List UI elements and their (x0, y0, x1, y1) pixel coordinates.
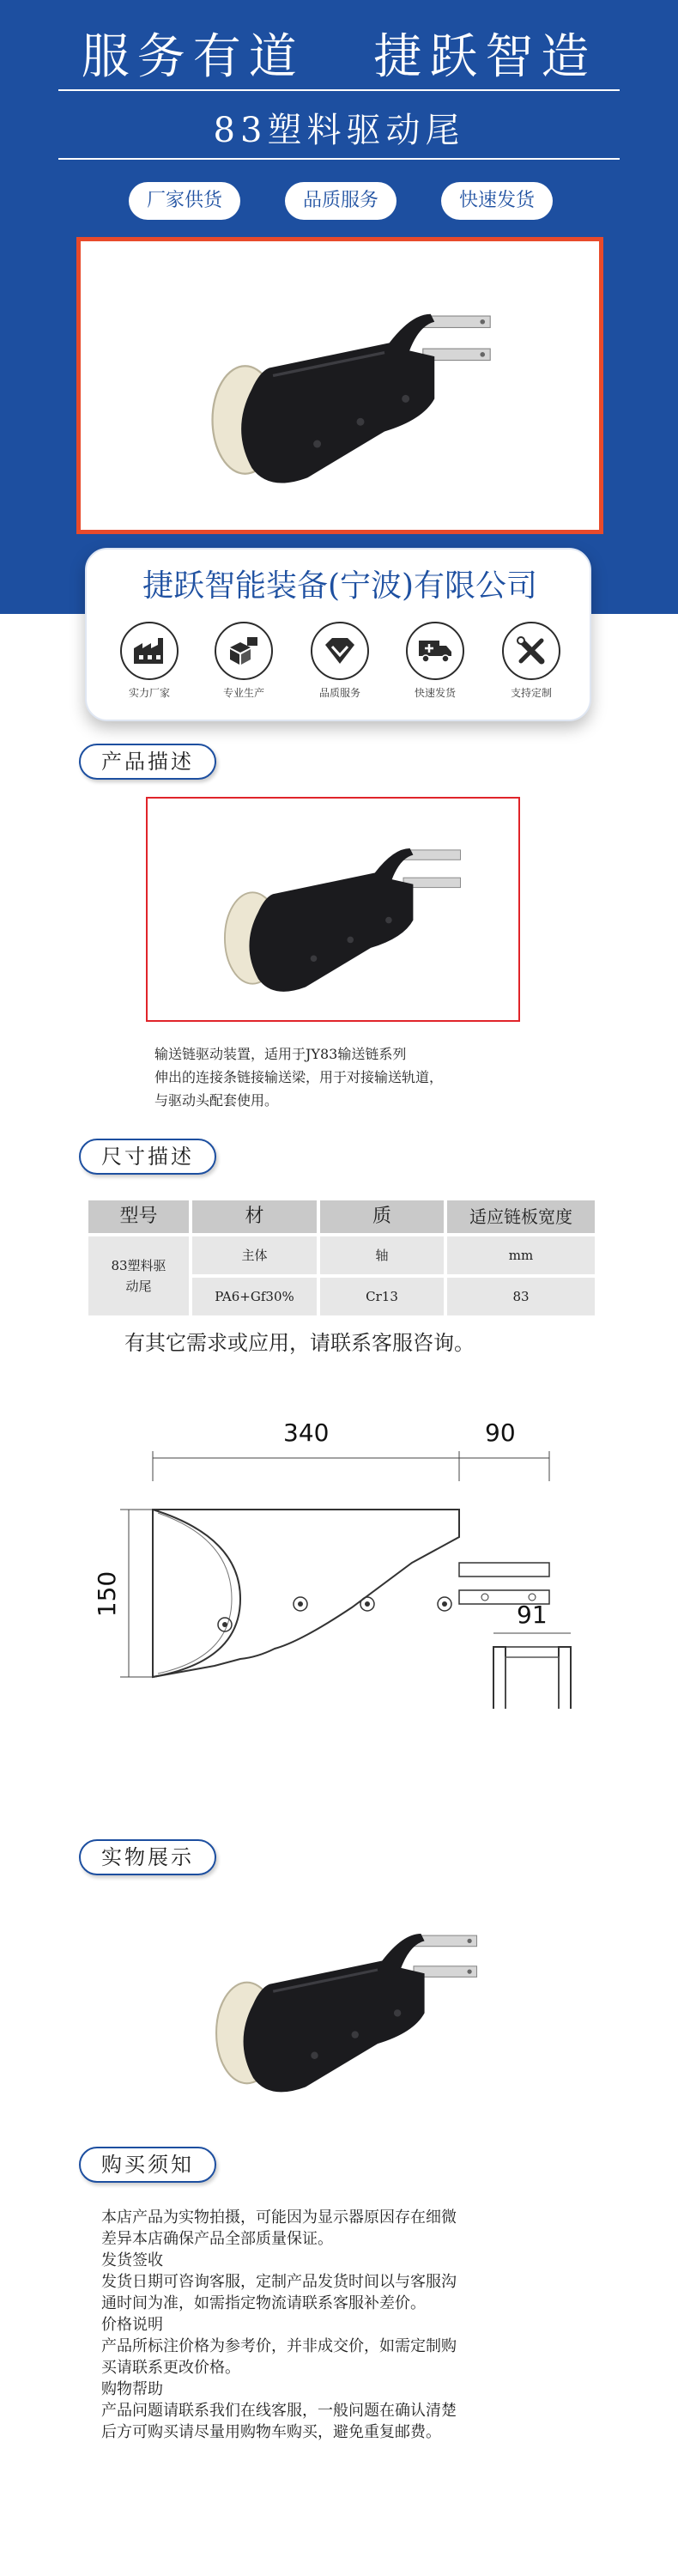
table-cell: PA6+Gf30% (192, 1278, 317, 1315)
section-heading-description: 产品描述 (79, 744, 216, 780)
notice-line: 发货日期可咨询客服，定制产品发货时间以与客服沟 (101, 2273, 457, 2291)
notice-line: 产品所标注价格为参考价，并非成交价，如需定制购 (101, 2337, 457, 2355)
size-table (88, 1200, 595, 1315)
tools-icon (502, 622, 560, 680)
feature-quality-service (306, 622, 374, 700)
hero-product-frame (76, 237, 603, 534)
feature-custom-support (497, 622, 566, 700)
company-name: 捷跃智能装备(宁波)有限公司 (142, 568, 538, 604)
feature-label: 专业生产 (222, 687, 264, 699)
feature-strong-factory (115, 622, 184, 700)
badge-quality-service: 品质服务 (285, 182, 397, 220)
feature-label: 实力厂家 (128, 687, 170, 699)
contact-note: 有其它需求或应用，请联系客服咨询。 (124, 1331, 475, 1355)
description-line: 输送链驱动装置，适用于JY83输送链系列 (154, 1046, 407, 1062)
description-line: 伸出的连接条链接输送梁，用于对接输送轨道， (154, 1069, 444, 1085)
notice-subheading: 购物帮助 (101, 2380, 163, 2398)
drive-tail-product-image (81, 241, 599, 530)
company-card (85, 548, 591, 721)
slogan: 服务有道 捷跃智造 (81, 29, 597, 85)
dimension-connector: 90 (485, 1419, 516, 1447)
diamond-icon (311, 622, 369, 680)
table-cell: mm (447, 1236, 595, 1274)
badge-factory-supply: 厂家供货 (129, 182, 240, 220)
feature-label: 品质服务 (318, 687, 360, 699)
product-title: 83塑料驱动尾 (213, 111, 465, 150)
feature-fast-shipping (401, 622, 469, 700)
feature-label: 支持定制 (510, 687, 552, 699)
divider-line (58, 158, 620, 160)
notice-subheading: 价格说明 (101, 2316, 163, 2334)
notice-line: 买请联系更改价格。 (101, 2359, 240, 2377)
factory-icon (120, 622, 179, 680)
table-header: 质 (320, 1200, 444, 1233)
description-product-frame (146, 797, 520, 1022)
boxes-icon (215, 622, 273, 680)
feature-professional-production (209, 622, 278, 700)
dimension-drawing (94, 1408, 609, 1709)
dimension-height: 150 (93, 1571, 122, 1618)
notice-line: 后方可购买请尽量用购物车购买，避免重复邮费。 (101, 2423, 441, 2441)
notice-line: 本店产品为实物拍摄，可能因为显示器原因存在细微 (101, 2208, 457, 2227)
drive-tail-product-image (148, 799, 518, 1020)
dimension-length: 340 (283, 1419, 330, 1447)
dimension-width: 91 (517, 1601, 548, 1629)
table-header: 适应链板宽度 (447, 1200, 595, 1233)
showcase-product-image (172, 1898, 532, 2112)
notice-line: 通时间为准，如需指定物流请联系客服补差价。 (101, 2294, 426, 2312)
table-cell: 轴 (320, 1236, 444, 1274)
table-header: 型号 (88, 1200, 189, 1233)
feature-label: 快速发货 (414, 687, 456, 699)
truck-icon (406, 622, 464, 680)
table-cell-model: 83塑料驱动尾 (88, 1236, 189, 1315)
notice-line: 产品问题请联系我们在线客服，一般问题在确认清楚 (101, 2402, 457, 2420)
notice-line: 差异本店确保产品全部质量保证。 (101, 2230, 333, 2248)
badge-fast-shipping: 快速发货 (441, 182, 553, 220)
notice-subheading: 发货签收 (101, 2251, 163, 2269)
section-heading-size: 尺寸描述 (79, 1139, 216, 1175)
table-cell: 主体 (192, 1236, 317, 1274)
section-heading-notice: 购买须知 (79, 2147, 216, 2183)
table-cell: 83 (447, 1278, 595, 1315)
table-header: 材 (192, 1200, 317, 1233)
table-cell: Cr13 (320, 1278, 444, 1315)
description-line: 与驱动头配套使用。 (154, 1092, 279, 1109)
section-heading-showcase: 实物展示 (79, 1839, 216, 1875)
divider-line (58, 89, 620, 91)
